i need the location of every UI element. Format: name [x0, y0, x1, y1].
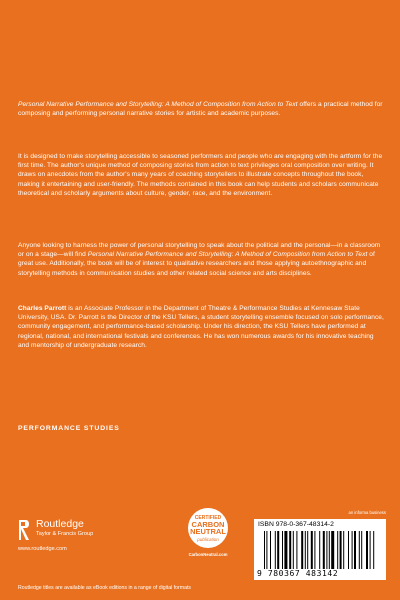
barcode-stripe	[354, 531, 356, 569]
barcode-stripe	[348, 531, 349, 569]
barcode-stripe	[293, 531, 294, 569]
barcode-stripe	[314, 531, 315, 569]
informa-imprint: an informa business	[348, 510, 386, 515]
intro-text: offers a practical method for composing and performing personal narrative stories for artistic and academic purposes.	[18, 101, 383, 118]
barcode-stripe	[264, 531, 265, 569]
barcode-stripe	[373, 531, 374, 569]
intro-paragraph	[18, 100, 384, 118]
barcode-stripe	[352, 531, 353, 569]
carbon-line-certified: CERTIFIED	[194, 515, 222, 521]
barcode-stripe	[331, 531, 334, 569]
author-bio	[18, 304, 384, 350]
publisher-group: Taylor & Francis Group	[36, 531, 94, 537]
description-paragraph: It is designed to make storytelling accessible to seasoned performers and people who are engaging with the artform for the first time. The author's unique method of composing stories from action to text privileges oral composition over writing. It draws on anecdotes from the author's many years of coaching storytellers to illustrate concepts throughout the book, making it entertaining and user-friendly. The methods contained in this book can help students and scholars communicate theoretical and scholarly arguments about culture, gender, race, and the environment.	[18, 153, 383, 197]
audience-text-after: of great use. Additionally, the book will be of interest to qualitative researchers and those applying autoethnographic and storytelling methods in communication studies and other related social science and arts disciplines.	[18, 251, 375, 277]
barcode-stripe	[307, 531, 308, 569]
carbon-line-carbon: CARBON	[191, 520, 225, 529]
barcode-bars	[264, 531, 376, 569]
publisher-name: Routledge	[36, 518, 84, 530]
publisher-url: www.routledge.com	[18, 546, 67, 552]
barcode-stripe	[270, 531, 271, 569]
barcode-stripe	[340, 531, 342, 569]
barcode-stripe	[289, 531, 291, 569]
barcode-stripe	[266, 531, 267, 569]
barcode-stripe	[366, 531, 368, 569]
audience-paragraph	[18, 241, 384, 278]
barcode-stripe	[301, 531, 303, 569]
barcode-stripe	[323, 531, 325, 569]
barcode-stripe	[311, 531, 313, 569]
barcode-stripe	[337, 531, 338, 569]
routledge-logo-icon	[18, 519, 32, 541]
barcode-stripe	[282, 531, 283, 569]
barcode-stripe	[305, 531, 306, 569]
carbon-line-publication: publication	[197, 537, 219, 542]
publisher-block	[18, 517, 148, 557]
isbn-text: ISBN 978-0-367-48314-2	[258, 521, 334, 528]
barcode-stripe	[326, 531, 327, 569]
book-title-italic-inline: Personal Narrative Performance and Storytelling: A Method of Composition from Action to Text	[87, 251, 368, 259]
series-label: PERFORMANCE STUDIES	[18, 425, 120, 432]
carbon-line-neutral: NEUTRAL	[190, 527, 226, 536]
barcode-stripe	[370, 531, 371, 569]
author-name: Charles Parrott	[18, 305, 67, 312]
barcode-stripe	[343, 531, 344, 569]
barcode-digits: 9 780367 483142	[257, 569, 339, 578]
author-bio-text: is an Associate Professor in the Department of Theatre & Performance Studies at Kennesaw State University, USA. Dr. Parrott is the Director of the KSU Tellers, a student storytelling ensemble focused on solo performance, community engagement, and performance-based scholarship. Under his direction, the KSU Tellers have performed at regional, national, and international festivals and conferences. He has won numerous awards for his innovative teaching and mentorship of undergraduate research.	[18, 305, 384, 349]
barcode-stripe	[277, 531, 279, 569]
barcode-stripe	[361, 531, 362, 569]
audience-text-before: Anyone looking to harness the power of personal storytelling to speak about the political and the personal—in a classroom or on a stage—will find	[18, 242, 381, 259]
book-title-italic: Personal Narrative Performance and Storytelling: A Method of Composition from Action to Text	[18, 101, 298, 108]
barcode-stripe	[329, 531, 330, 569]
barcode-stripe	[284, 531, 287, 569]
barcode-panel	[254, 519, 386, 580]
ebook-footer-note: Routledge titles are available as eBook editions in a range of digital formats	[18, 585, 192, 591]
barcode-stripe	[275, 531, 276, 569]
barcode-stripe	[319, 531, 320, 569]
carbon-neutral-badge	[186, 508, 230, 566]
barcode-stripe	[359, 531, 360, 569]
barcode-stripe	[296, 531, 297, 569]
carbon-neutral-url: CarbonNeutral.com	[188, 552, 228, 557]
